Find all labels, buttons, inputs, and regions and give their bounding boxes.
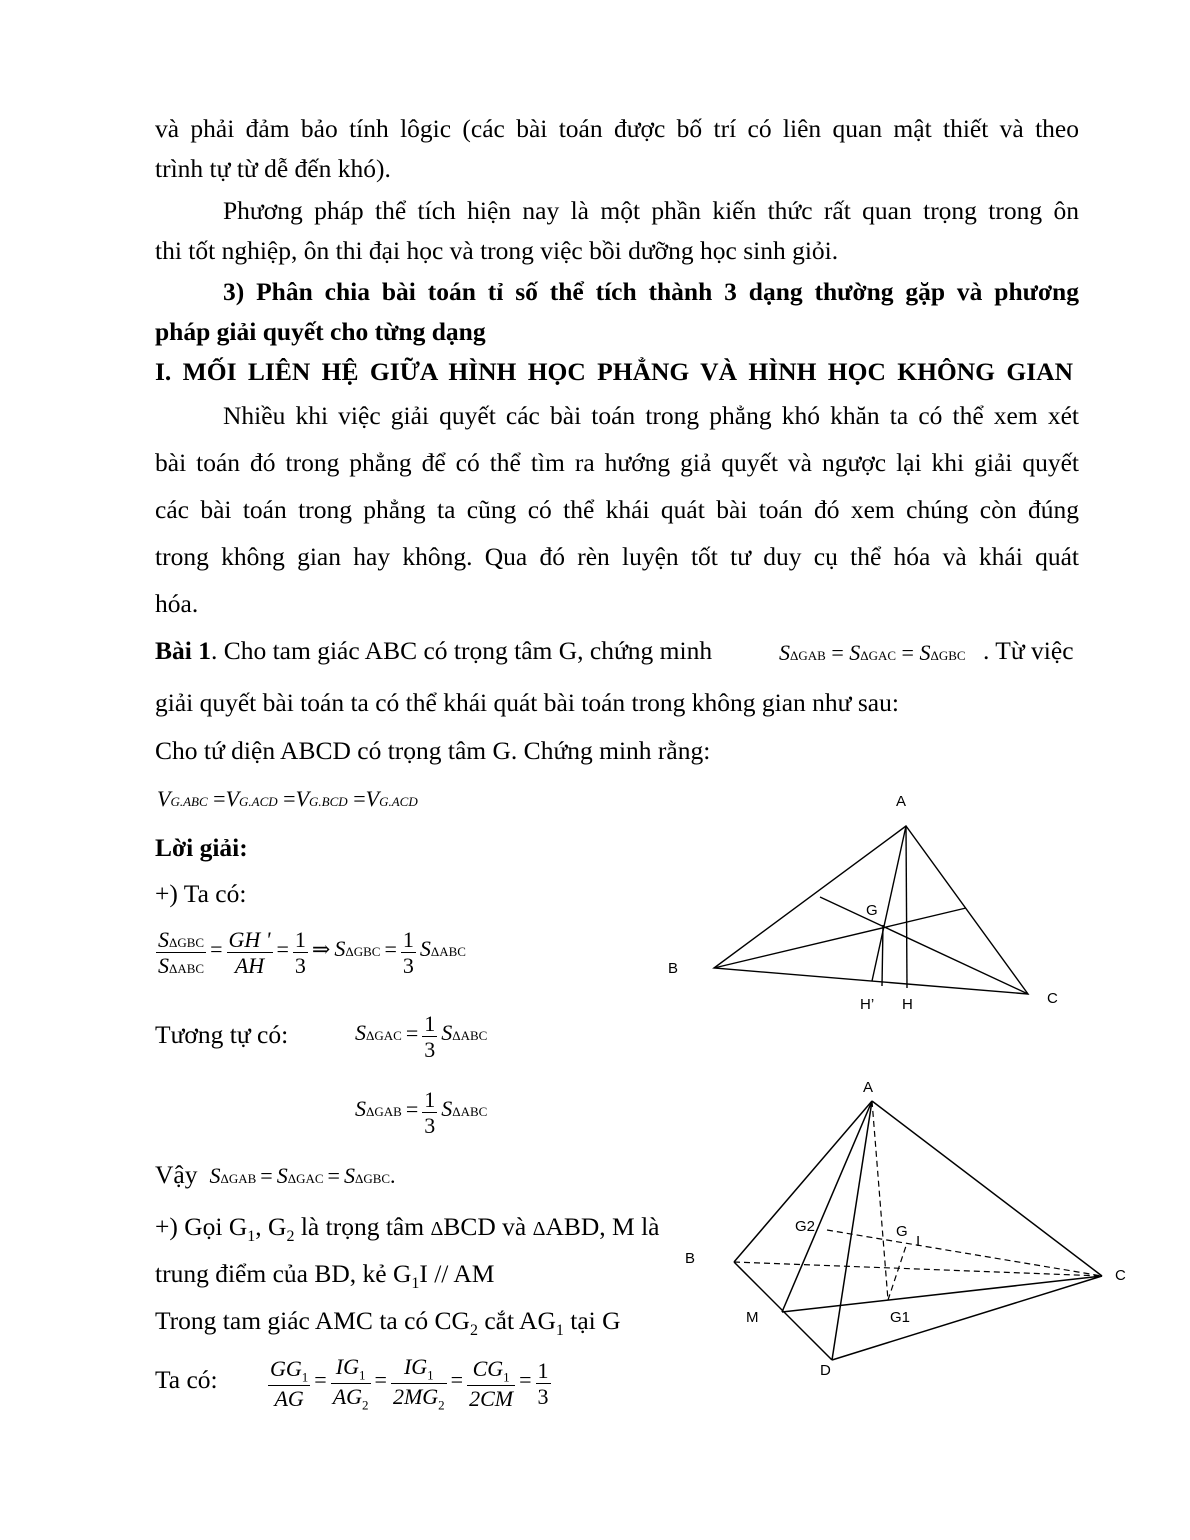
label-i: I xyxy=(916,1233,921,1250)
label-b: B xyxy=(668,960,679,977)
label-a2: A xyxy=(863,1079,874,1096)
ratio-formula-3: SΔGAB = $\frac{1}{3}$ SΔABC xyxy=(355,1087,488,1139)
conclusion-line: Vậy SΔGAB = SΔGAC = SΔGBC. xyxy=(155,1160,396,1189)
label-m2: M xyxy=(746,1309,759,1326)
text-line-3: Phương pháp thể tích hiện nay là một phần kiến thức rất quan trọng trong ôn xyxy=(223,196,1079,225)
text-taco-2: Ta có: xyxy=(155,1365,218,1394)
label-h: H xyxy=(902,996,913,1013)
text-goi: +) Gọi $G_1$, $G_2$ là trọng tâm ΔBCD và ΔABD, M là xyxy=(155,1212,660,1246)
altitude-ah xyxy=(906,826,907,988)
label-g: G xyxy=(866,902,878,919)
text-line-8: Nhiều khi việc giải quyết các bài toán trong phẳng khó khăn ta có thể xem xét xyxy=(223,401,1079,430)
label-d2: D xyxy=(820,1362,831,1379)
problem-1-label: Bài 1 xyxy=(155,636,211,665)
text-line-12: hóa. xyxy=(155,589,199,618)
label-b2: B xyxy=(685,1250,696,1267)
text-line-9: bài toán đó trong phẳng để có thể tìm ra hướng giả quyết và ngược lại khi giải quyết xyxy=(155,448,1079,477)
text-line-10: các bài toán trong phẳng ta cũng có thể khái quát bài toán đó xem chúng còn đúng xyxy=(155,495,1079,524)
ratio-formula-2: SΔGAC = $\frac{1}{3}$ SΔABC xyxy=(355,1011,488,1063)
label-c: C xyxy=(1047,990,1058,1007)
ratio-formula-1: $\frac{\text{SΔGBC}}{\text{SΔABC}}$ = $\frac{GH '}{AH}$ = $\frac{1}{3}$ ⇒ SΔGBC = $\frac{1}{3}$ SΔABC xyxy=(158,927,466,979)
section-heading-3: 3) Phân chia bài toán tỉ số thể tích thành 3 dạng thường gặp và phương xyxy=(223,277,1079,306)
text-line-15: Cho tứ diện ABCD có trọng tâm G. Chứng minh rằng: xyxy=(155,736,711,765)
label-g1: G1 xyxy=(890,1309,911,1326)
figure-tetrahedron xyxy=(734,1101,1102,1360)
median-b xyxy=(714,908,966,968)
section-heading-3-cont: pháp giải quyết cho từng dạng xyxy=(155,317,486,346)
edge-bc-hidden xyxy=(734,1262,1102,1276)
text-line-1: và phải đảm bảo tính lôgic (các bài toán được bố trí có liên quan mật thiết và theo xyxy=(155,114,1079,143)
label-g2point: G xyxy=(896,1223,908,1240)
text-trong-tam-giac: Trong tam giác AMC ta có $CG_2$ cắt $AG_1$ tại G xyxy=(155,1306,621,1340)
line-g1i xyxy=(888,1246,906,1300)
text-line-2: trình tự từ dễ đến khó). xyxy=(155,154,391,183)
text-tuong-tu: Tương tự có: xyxy=(155,1020,289,1049)
area-equality-formula: SΔGAB = SΔGAC = SΔGBC xyxy=(779,640,966,665)
text-line-4: thi tốt nghiệp, ôn thi đại học và trong việc bồi dưỡng học sinh giỏi. xyxy=(155,236,839,265)
volume-equality-formula: VG.ABC =VG.ACD =VG.BCD =VG.ACD xyxy=(157,786,418,811)
label-a: A xyxy=(896,793,907,810)
text-taco-1: +) Ta có: xyxy=(155,879,247,908)
text-line-14: giải quyết bài toán ta có thể khái quát bài toán trong không gian như sau: xyxy=(155,688,899,717)
section-heading-I: I. MỐI LIÊN HỆ GIỮA HÌNH HỌC PHẲNG VÀ HÌNH HỌC KHÔNG GIAN xyxy=(155,357,1073,386)
line-cg2 xyxy=(827,1230,1102,1276)
solution-heading: Lời giải: xyxy=(155,833,248,862)
label-c2: C xyxy=(1115,1267,1126,1284)
problem-1-end: . Từ việc xyxy=(983,636,1074,665)
ratio-formula-4: $\frac{GG_1}{AG}$ = $\frac{IG_1}{AG_2}$ = $\frac{IG_1}{2MG_2}$ = $\frac{CG_1}{2CM}$ = $\frac{1}{3}$ xyxy=(270,1354,549,1413)
text-trung-diem: trung điểm của BD, kẻ $G_1I$ // AM xyxy=(155,1259,495,1293)
line-ag1 xyxy=(872,1101,888,1300)
altitude-gh xyxy=(882,925,883,986)
label-g2: G2 xyxy=(795,1218,816,1235)
text-line-11: trong không gian hay không. Qua đó rèn luyện tốt tư duy cụ thể hóa và khái quát xyxy=(155,542,1079,571)
label-h-prime: H’ xyxy=(860,996,875,1013)
problem-1-text: . Cho tam giác ABC có trọng tâm G, chứng minh xyxy=(210,636,713,665)
